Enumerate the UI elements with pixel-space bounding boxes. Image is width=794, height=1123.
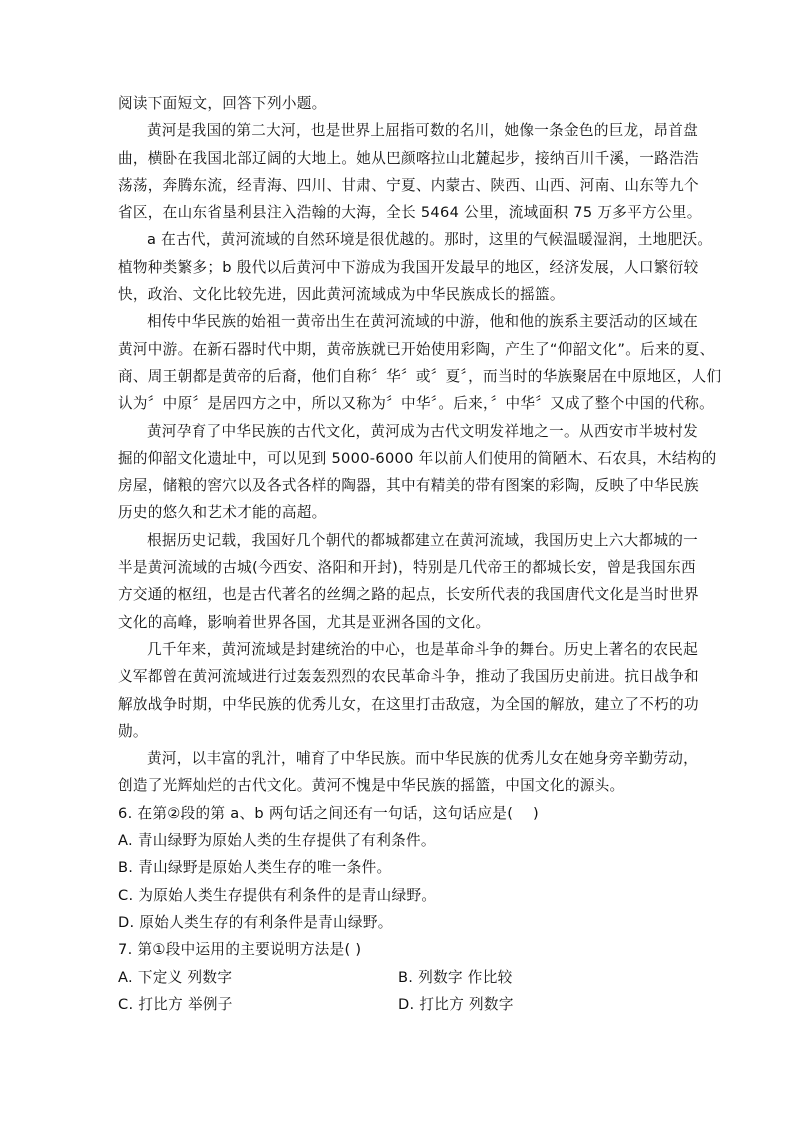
paragraph-line: 快，政治、文化比较先进，因此黄河流域成为中华民族成长的摇篮。 (118, 286, 565, 304)
paragraph-line: 认为〞中原〞是居四方之中，所以又称为〞中华〞。后来，〞中华〞又成了整个中国的代称。 (118, 395, 715, 413)
paragraph-line: 黄河中游。在新石器时代中期，黄帝族就已开始使用彩陶，产生了“仰韶文化”。后来的夏、 (118, 340, 715, 358)
paragraph-line: 曲，横卧在我国北部辽阔的大地上。她从巴颜喀拉山北麓起步，接纳百川千溪，一路浩浩 (118, 149, 699, 167)
question (118, 936, 678, 1018)
paragraph-line: 根据历史记载，我国好几个朝代的都城都建立在黄河流域，我国历史上六大都城的一 (147, 531, 699, 549)
answer-option: B. 列数字 作比较 (398, 968, 513, 986)
question-stem: 7. 第①段中运用的主要说明方法是( ) (118, 941, 362, 959)
questions (118, 800, 678, 1018)
answer-option: D. 原始人类生存的有利条件是青山绿野。 (118, 913, 393, 931)
paragraph-line: 文化的高峰，影响着世界各国，尤其是亚洲各国的文化。 (118, 613, 491, 631)
paragraph-line: 黄河是我国的第二大河，也是世界上屈指可数的名川，她像一条金色的巨龙，昂首盘 (147, 122, 699, 140)
paragraph-line: 勋。 (118, 722, 148, 740)
paragraph-line: 方交通的枢纽，也是古代著名的丝绸之路的起点，长安所代表的我国唐代文化是当时世界 (118, 586, 699, 604)
paragraph-line: 义军都曾在黄河流域进行过轰轰烈烈的农民革命斗争，推动了我国历史前进。抗日战争和 (118, 668, 699, 686)
paragraph-line: 荡荡，奔腾东流，经青海、四川、甘肃、宁夏、内蒙古、陕西、山西、河南、山东等九个 (118, 176, 699, 194)
answer-option: A. 青山绿野为原始人类的生存提供了有利条件。 (118, 832, 436, 850)
option-row (118, 991, 678, 1018)
paragraph (118, 117, 702, 226)
paragraph (118, 308, 722, 417)
paragraph-line: 历史的悠久和艺术才能的高超。 (118, 504, 327, 522)
paragraph-line: 相传中华民族的始祖一黄帝出生在黄河流域的中游，他和他的族系主要活动的区域在 (147, 313, 699, 331)
answer-option: D. 打比方 列数字 (398, 995, 514, 1013)
paragraph-line: 植物种类繁多；b 殷代以后黄河中下游成为我国开发最早的地区，经济发展，人口繁衍较 (118, 258, 699, 276)
intro-text: 阅读下面短文，回答下列小题。 (118, 95, 327, 112)
paragraph-line: 商、周王朝都是黄帝的后裔，他们自称〞华〞或〞夏〞，而当时的华族聚居在中原地区，人们 (118, 367, 722, 385)
question-stem: 6. 在第②段的第 a、b 两句话之间还有一句话，这句话应是( ) (118, 804, 540, 822)
paragraph-line: 黄河孕育了中华民族的古代文化，黄河成为古代文明发祥地之一。从西安市半坡村发 (147, 422, 699, 440)
paragraph (118, 636, 699, 745)
paragraph-line: 掘的仰韶文化遗址中，可以见到 5000-6000 年以前人们使用的简陋木、石农具，木结构的 (118, 449, 717, 467)
answer-option: C. 打比方 举例子 (118, 995, 233, 1013)
paragraph-line: 黄河，以丰富的乳汁，哺育了中华民族。而中华民族的优秀儿女在她身旁辛勤劳动， (147, 750, 699, 768)
paragraph (118, 226, 713, 308)
paragraph-line: 房屋，储粮的窖穴以及各式各样的陶器，其中有精美的带有图案的彩陶，反映了中华民族 (118, 477, 699, 495)
paragraph-line: a 在古代，黄河流域的自然环境是很优越的。那时，这里的气候温暖湿润，土地肥沃。 (147, 231, 713, 249)
passage (118, 117, 722, 799)
answer-option: A. 下定义 列数字 (118, 968, 233, 986)
paragraph-line: 几千年来，黄河流域是封建统治的中心，也是革命斗争的舞台。历史上著名的农民起 (147, 640, 699, 658)
paragraph-line: 创造了光辉灿烂的古代文化。黄河不愧是中华民族的摇篮，中国文化的源头。 (118, 777, 625, 795)
answer-option: B. 青山绿野是原始人类生存的唯一条件。 (118, 859, 392, 877)
document-body (118, 90, 722, 1018)
paragraph (118, 418, 717, 527)
paragraph (118, 745, 699, 800)
paragraph-line: 省区，在山东省垦利县注入浩翰的大海，全长 5464 公里，流域面积 75 万多平方公里。 (118, 204, 702, 222)
paragraph (118, 527, 699, 636)
paragraph-line: 解放战争时期，中华民族的优秀儿女，在这里打击敌寇，为全国的解放，建立了不朽的功 (118, 695, 699, 713)
answer-option: C. 为原始人类生存提供有利条件的是青山绿野。 (118, 886, 437, 904)
option-row (118, 964, 678, 991)
paragraph-line: 半是黄河流域的古城(今西安、洛阳和开封)，特别是几代帝王的都城长安，曾是我国东西 (118, 559, 696, 577)
question (118, 800, 678, 936)
